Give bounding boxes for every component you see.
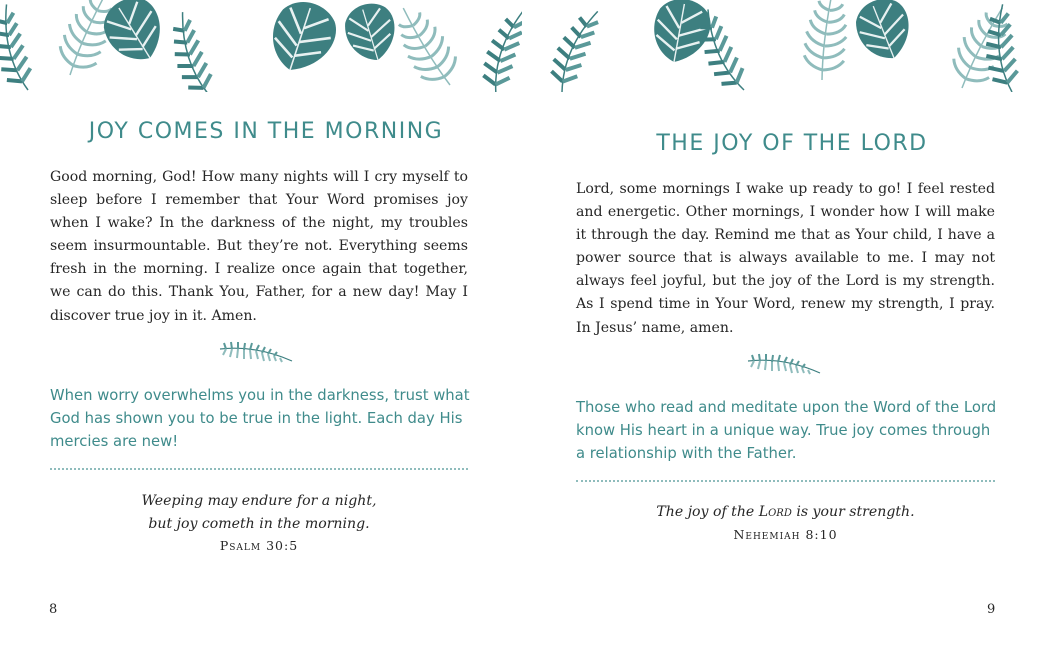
verse-line [576, 501, 995, 524]
dotted-divider [50, 468, 468, 470]
leaf-banner [0, 0, 522, 92]
page-title: THE JOY OF THE LORD [656, 131, 928, 156]
page-number: 8 [49, 602, 58, 617]
scripture-reference: Nehemiah 8:10 [733, 527, 838, 542]
scripture-reference: Psalm 30:5 [219, 538, 299, 553]
verse-line: Weeping may endure for a night, [141, 493, 377, 509]
page-title: JOY COMES IN THE MORNING [88, 119, 444, 144]
reflection-quote: Those who read and meditate upon the Word of the Lord know His heart in a unique way. True joy comes through a relationship with the Father. [576, 399, 997, 462]
palm-leaf-banner-icon [0, 0, 522, 92]
verse-lord: Lord [758, 504, 792, 520]
verse-line: but joy cometh in the morning. [148, 516, 370, 532]
feather-divider-icon [218, 341, 294, 373]
verse-text: is your strength. [791, 504, 915, 520]
devotional-body: Good morning, God! How many nights will I cry myself to sleep before I remember that Your Word promises joy when I wake? In the darkness of the night, my troubles seem insurmountable. But they’re not. Everything seems fresh in the morning. I realize once again that together, we can do this. Thank You, Father, for a new day! May I discover true joy in it. Amen. [50, 169, 468, 324]
right-page [522, 0, 1044, 648]
verse-text: The joy of the [656, 504, 759, 520]
leaf-banner [522, 0, 1044, 92]
devotional-body: Lord, some mornings I wake up ready to go! I feel rested and energetic. Other mornings, I wonder how I will make it through the day. Remind me that as Your child, I have a power source that is always available to me. I may not always feel joyful, but the joy of the Lord is my strength. As I spend time in Your Word, renew my strength, I pray. In Jesus’ name, amen. [576, 181, 995, 336]
feather-divider-icon [746, 353, 822, 385]
page-number: 9 [987, 602, 996, 617]
palm-leaf-banner-icon [522, 0, 1044, 92]
reflection-quote: When worry overwhelms you in the darkness, trust what God has shown you to be true in the light. Each day His mercies are new! [50, 387, 470, 450]
scripture-verse [50, 490, 468, 536]
dotted-divider [576, 480, 995, 482]
scripture-verse [576, 501, 995, 524]
